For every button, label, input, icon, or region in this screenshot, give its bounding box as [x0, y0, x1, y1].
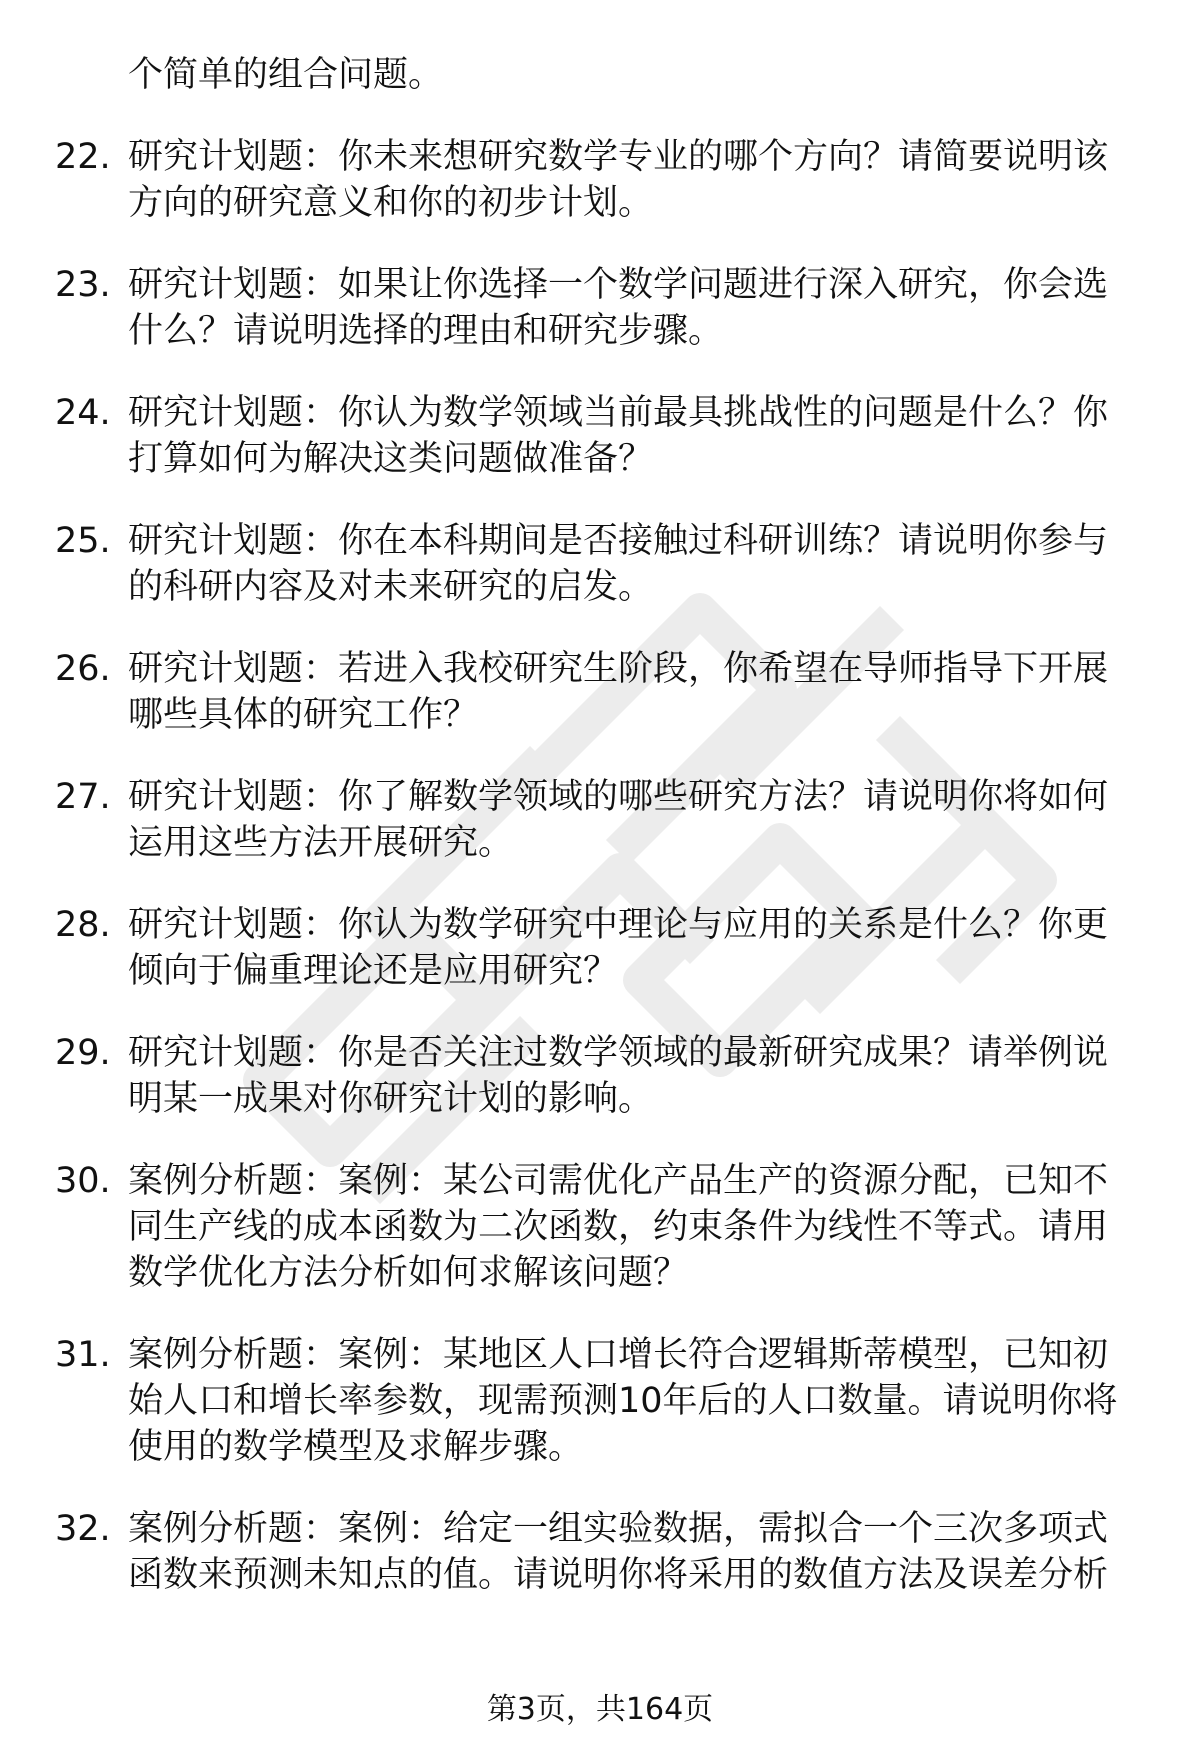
item-line: 案例分析题：案例：某公司需优化产品生产的资源分配，已知不 — [128, 1161, 1109, 1201]
list-item — [55, 134, 1155, 226]
list-item — [55, 646, 1155, 738]
item-text — [128, 1506, 1140, 1598]
item-line: 研究计划题：你了解数学领域的哪些研究方法？请说明你将如何 — [128, 777, 1109, 817]
item-number: 29. — [55, 1033, 111, 1073]
item-line: 哪些具体的研究工作？ — [128, 695, 479, 735]
item-line: 同生产线的成本函数为二次函数，约束条件为线性不等式。请用 — [128, 1207, 1109, 1247]
item-number: 24. — [55, 393, 111, 433]
item-text — [128, 134, 1140, 226]
item-line: 什么？请说明选择的理由和研究步骤。 — [128, 311, 724, 351]
item-line: 研究计划题：你认为数学研究中理论与应用的关系是什么？你更 — [128, 905, 1109, 945]
item-line: 倾向于偏重理论还是应用研究？ — [128, 951, 619, 991]
list-item — [55, 262, 1155, 354]
item-line: 研究计划题：你未来想研究数学专业的哪个方向？请简要说明该 — [128, 137, 1109, 177]
item-number: 28. — [55, 905, 111, 945]
item-text — [128, 390, 1140, 482]
item-number: 31. — [55, 1335, 111, 1375]
list-item — [55, 1158, 1155, 1296]
item-line: 研究计划题：你是否关注过数学领域的最新研究成果？请举例说 — [128, 1033, 1109, 1073]
item-text — [128, 902, 1140, 994]
item-number: 26. — [55, 649, 111, 689]
item-line: 运用这些方法开展研究。 — [128, 823, 514, 863]
item-text — [128, 1332, 1140, 1470]
item-line: 的科研内容及对未来研究的启发。 — [128, 567, 654, 607]
item-line: 研究计划题：若进入我校研究生阶段，你希望在导师指导下开展 — [128, 649, 1109, 689]
item-number: 32. — [55, 1509, 111, 1549]
item-line: 研究计划题：你认为数学领域当前最具挑战性的问题是什么？你 — [128, 393, 1109, 433]
item-line: 案例分析题：案例：给定一组实验数据，需拟合一个三次多项式 — [128, 1509, 1109, 1549]
list-item — [55, 902, 1155, 994]
item-line: 方向的研究意义和你的初步计划。 — [128, 183, 654, 223]
list-item — [55, 1030, 1155, 1122]
item-number: 27. — [55, 777, 111, 817]
item-text — [128, 774, 1140, 866]
item-line: 打算如何为解决这类问题做准备？ — [128, 439, 654, 479]
item-text — [128, 1158, 1140, 1296]
item-number: 23. — [55, 265, 111, 305]
list-item — [55, 774, 1155, 866]
item-number: 30. — [55, 1161, 111, 1201]
item-line: 研究计划题：如果让你选择一个数学问题进行深入研究，你会选 — [128, 265, 1109, 305]
item-line: 始人口和增长率参数，现需预测10年后的人口数量。请说明你将 — [128, 1381, 1118, 1421]
item-line: 使用的数学模型及求解步骤。 — [128, 1427, 584, 1467]
item-number: 22. — [55, 137, 111, 177]
item-line: 研究计划题：你在本科期间是否接触过科研训练？请说明你参与 — [128, 521, 1109, 561]
item-line: 数学优化方法分析如何求解该问题？ — [128, 1253, 689, 1293]
item-number: 25. — [55, 521, 111, 561]
list-item — [55, 390, 1155, 482]
list-item — [55, 1332, 1155, 1470]
item-text — [128, 1030, 1140, 1122]
question-list — [55, 52, 1155, 1634]
list-item — [55, 518, 1155, 610]
item-text — [128, 262, 1140, 354]
item-text — [128, 646, 1140, 738]
item-line: 明某一成果对你研究计划的影响。 — [128, 1079, 654, 1119]
item-line: 函数来预测未知点的值。请说明你将采用的数值方法及误差分析 — [128, 1555, 1109, 1595]
item-line: 案例分析题：案例：某地区人口增长符合逻辑斯蒂模型，已知初 — [128, 1335, 1109, 1375]
continued-text: 个简单的组合问题。 — [128, 55, 444, 95]
item-text — [128, 518, 1140, 610]
page-footer: 第3页，共164页 — [486, 1692, 714, 1727]
list-item — [55, 1506, 1155, 1598]
